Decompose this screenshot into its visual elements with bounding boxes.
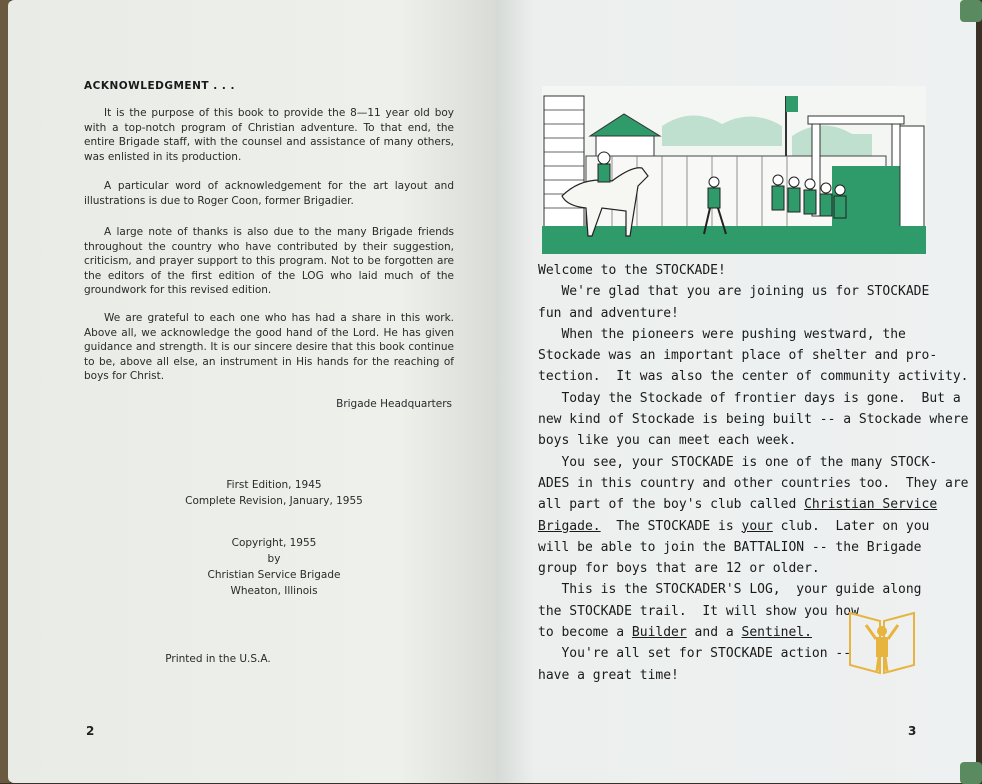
page-number-left: 2 xyxy=(86,724,95,738)
text-line xyxy=(538,516,930,537)
sentinel-underlined: Sentinel. xyxy=(741,625,812,641)
corner-tab-top xyxy=(960,0,982,22)
your-underlined: your xyxy=(741,518,773,534)
copyright-line-3: Christian Service Brigade xyxy=(207,569,341,581)
edition-line-1: First Edition, 1945 xyxy=(226,479,322,491)
text-segment: The STOCKADE is xyxy=(600,518,742,534)
text-line: will be able to join the BATTALION -- the Brigade xyxy=(538,539,922,555)
text-line: boys like you can meet each week. xyxy=(538,433,797,449)
ack-paragraph-1: It is the purpose of this book to provide the 8—11 year old boy with a top-notch program of Christian adventure. To that end, the entire Brigade staff, with the counsel and assistance of many others, was enlisted in its production. xyxy=(84,107,454,163)
text-line: We're glad that you are joining us for STOCKADE xyxy=(538,284,930,300)
builder-underlined: Builder xyxy=(631,625,687,641)
corner-tab-bottom xyxy=(960,762,982,784)
text-line: tection. It was also the center of community activity. xyxy=(538,369,969,385)
stockade-illustration xyxy=(542,86,926,254)
text-segment: club. Later on you xyxy=(772,518,930,534)
text-segment: and a xyxy=(686,625,742,641)
edition-block xyxy=(84,477,464,509)
copyright-line-2: by xyxy=(267,553,281,565)
left-page xyxy=(8,0,496,783)
text-line xyxy=(538,494,938,515)
christian-service-underlined: Christian Service xyxy=(804,497,938,513)
text-line: Welcome to the STOCKADE! xyxy=(538,263,726,278)
text-line: have a great time! xyxy=(538,667,679,683)
printed-line: Printed in the U.S.A. xyxy=(165,653,271,665)
text-segment: all part of the boy's club called xyxy=(538,497,805,513)
copyright-block xyxy=(84,535,464,599)
text-line: This is the STOCKADER'S LOG, your guide along xyxy=(538,582,922,598)
text-line: You're all set for STOCKADE action -- xyxy=(538,646,852,662)
ack-paragraph-2: A particular word of acknowledgement for the art layout and illustrations is due to Roger Coon, former Brigadier. xyxy=(84,180,454,207)
right-page xyxy=(496,0,976,783)
text-line: new kind of Stockade is being built -- a Stockade where xyxy=(538,412,969,428)
text-line: Today the Stockade of frontier days is gone. But a xyxy=(538,390,961,406)
ack-paragraph-3: A large note of thanks is also due to the many Brigade friends throughout the country who have contributed by their suggestion, criticism, and prayer support to this program. Not to be forgotten are the editors of the first edition of the LOG who laid much of the groundwork for this revised edition. xyxy=(84,226,454,296)
text-line: You see, your STOCKADE is one of the many STOCK- xyxy=(538,454,938,470)
acknowledgment-heading: ACKNOWLEDGMENT . . . xyxy=(84,80,235,92)
text-line: Stockade was an important place of shelter and pro- xyxy=(538,348,938,364)
page-number-right: 3 xyxy=(908,724,917,738)
copyright-line-1: Copyright, 1955 xyxy=(231,537,317,549)
copyright-line-4: Wheaton, Illinois xyxy=(230,585,318,597)
text-line: the STOCKADE trail. It will show you how xyxy=(538,603,859,619)
ack-paragraph-4: We are grateful to each one who has had a share in this work. Above all, we acknowledge the good hand of the Lord. He has given guidance and strength. It is our sincere desire that this book continue to be, above all else, an instrument in His hands for the reaching of boys for Christ. xyxy=(84,312,454,382)
open-book-icon xyxy=(846,607,918,677)
edition-line-2: Complete Revision, January, 1955 xyxy=(185,495,363,507)
text-line: group for boys that are 12 or older. xyxy=(538,561,820,577)
brigade-underlined: Brigade. xyxy=(538,518,601,534)
text-line: ADES in this country and other countries too. They are xyxy=(538,475,969,491)
text-segment: to become a xyxy=(538,625,632,641)
signature: Brigade Headquarters xyxy=(336,398,452,410)
text-line: fun and adventure! xyxy=(538,305,679,321)
text-line: When the pioneers were pushing westward, the xyxy=(538,326,906,342)
